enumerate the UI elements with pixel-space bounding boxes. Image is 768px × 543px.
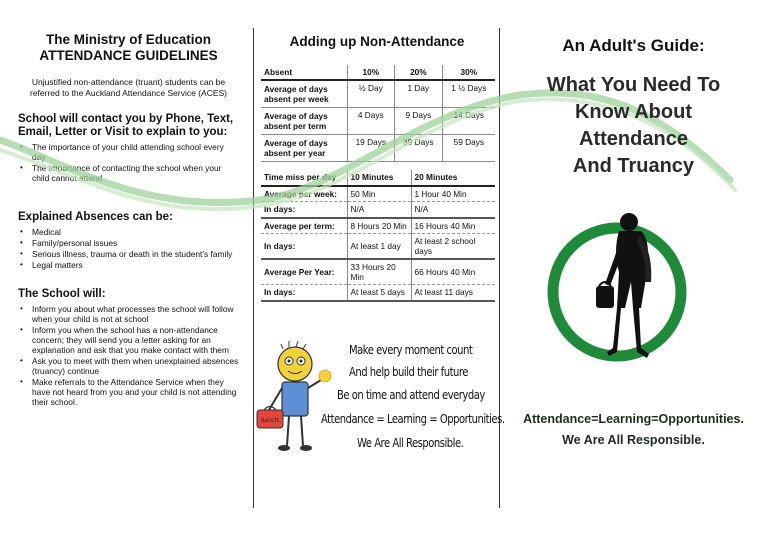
table-cell: At least 2 school days (411, 234, 495, 260)
table-cell: 1 Day (395, 80, 443, 107)
table-row (261, 80, 495, 107)
footer-slogan-line2: We Are All Responsible. (562, 433, 705, 447)
lunchbox-label: lunch (261, 416, 279, 424)
list-item: • The importance of your child attending school every day (18, 142, 239, 162)
table-cell: Average of days absent per term (261, 107, 347, 134)
cover-title-line: Know About (574, 101, 692, 123)
left-panel (0, 0, 253, 543)
explained-list (18, 227, 239, 270)
table-row (261, 234, 495, 260)
child-silhouette-ring-illustration (541, 212, 693, 364)
minutes-missed-table (261, 170, 495, 302)
child-drawing-illustration (255, 336, 335, 466)
list-item: • Inform you about what processes the school will follow when your child is not at school (18, 304, 239, 324)
table-header: 10 Minutes (347, 170, 411, 186)
list-item: • Make referrals to the Attendance Service when they have not heard from you and your child is not attending their school. (18, 377, 239, 407)
table-row (261, 259, 495, 285)
ministry-title-line1: The Ministry of Education (45, 32, 211, 47)
table-cell: Average per week: (261, 186, 347, 202)
table-row (261, 202, 495, 218)
ministry-title (18, 32, 239, 64)
handwritten-line: And help build their future (349, 364, 468, 379)
table-cell: At least 11 days (411, 285, 495, 301)
contact-heading: School will contact you by Phone, Text, Email, Letter or Visit to explain to you: (18, 113, 234, 138)
table-cell: N/A (347, 202, 411, 218)
school-list (18, 304, 239, 407)
cover-title-line: And Truancy (572, 155, 695, 177)
handwritten-line: Make every moment count (349, 342, 473, 357)
ministry-title-line2: ATTENDANCE GUIDELINES (39, 48, 218, 63)
table-cell: N/A (411, 202, 495, 218)
table-header: Absent (261, 65, 347, 80)
table-cell: ½ Day (347, 80, 395, 107)
table-cell: At least 5 days (347, 285, 411, 301)
absence-percentage-table (261, 65, 495, 162)
explained-heading: Explained Absences can be: (18, 211, 173, 223)
table-header-row (261, 65, 495, 80)
table-row (261, 285, 495, 301)
table-cell: 39 Days (395, 134, 443, 161)
handwritten-line: Be on time and attend everyday (337, 387, 485, 402)
handwritten-line: Attendance = Learning = Opportunities. (321, 411, 505, 426)
table-cell: 4 Days (347, 107, 395, 134)
child-drawing-block (253, 336, 505, 476)
table-cell: 19 Days (347, 134, 395, 161)
table-cell: In days: (261, 202, 347, 218)
table-cell: Average Per Year: (261, 259, 347, 285)
adults-guide-heading: An Adult's Guide: (562, 36, 705, 55)
table-cell: Average of days absent per week (261, 80, 347, 107)
table-cell: 1 ½ Days (442, 80, 495, 107)
list-item: • Medical (18, 227, 239, 237)
table-cell: 59 Days (442, 134, 495, 161)
table-cell: Average of days absent per year (261, 134, 347, 161)
handwritten-line: We Are All Responsible. (357, 435, 464, 450)
table-cell: 1 Hour 40 Min (411, 186, 495, 202)
non-attendance-title: Adding up Non-Attendance (289, 34, 465, 49)
footer-slogan-line1: Attendance=Learning=Opportunities. (523, 412, 744, 426)
table-row (261, 107, 495, 134)
list-item: • Family/personal issues (18, 238, 239, 248)
table-cell: 16 Hours 40 Min (411, 218, 495, 234)
table-row (261, 218, 495, 234)
table-row (261, 134, 495, 161)
list-item: • Serious illness, trauma or death in the student's family (18, 249, 239, 259)
intro-text: Unjustified non-attendance (truant) students can be referred to the Auckland Attendance Service (ACES) (29, 77, 228, 98)
table-row (261, 186, 495, 202)
table-cell: In days: (261, 285, 347, 301)
table-header: Time miss per day (261, 170, 347, 186)
middle-panel (253, 0, 505, 543)
table-cell: In days: (261, 234, 347, 260)
list-item: • Ask you to meet with them when unexplained absences (truancy) continue (18, 356, 239, 376)
table-cell: Average per term: (261, 218, 347, 234)
table-cell: 50 Min (347, 186, 411, 202)
list-item: • Inform you when the school has a non-attendance concern; they will send you a letter asking for an explanation and ask that you make contact with them (18, 325, 239, 355)
table-cell: 8 Hours 20 Min (347, 218, 411, 234)
school-heading: The School will: (18, 288, 106, 300)
table-header: 10% (347, 65, 395, 80)
table-cell: 33 Hours 20 Min (347, 259, 411, 285)
table-header-row (261, 170, 495, 186)
cover-title-line: What You Need To (546, 74, 721, 96)
table-cell: 14 Days (442, 107, 495, 134)
cover-title (499, 72, 768, 180)
table-header: 20% (395, 65, 443, 80)
table-cell: 9 Days (395, 107, 443, 134)
cover-title-line: Attendance (579, 128, 688, 150)
table-header: 30% (442, 65, 495, 80)
list-item: • Legal matters (18, 260, 239, 270)
right-panel (499, 0, 768, 543)
list-item: • The importance of contacting the school when your child cannot attend (18, 163, 239, 183)
table-cell: 66 Hours 40 Min (411, 259, 495, 285)
table-header: 20 Minutes (411, 170, 495, 186)
table-cell: At least 1 day (347, 234, 411, 260)
contact-list (18, 142, 239, 183)
